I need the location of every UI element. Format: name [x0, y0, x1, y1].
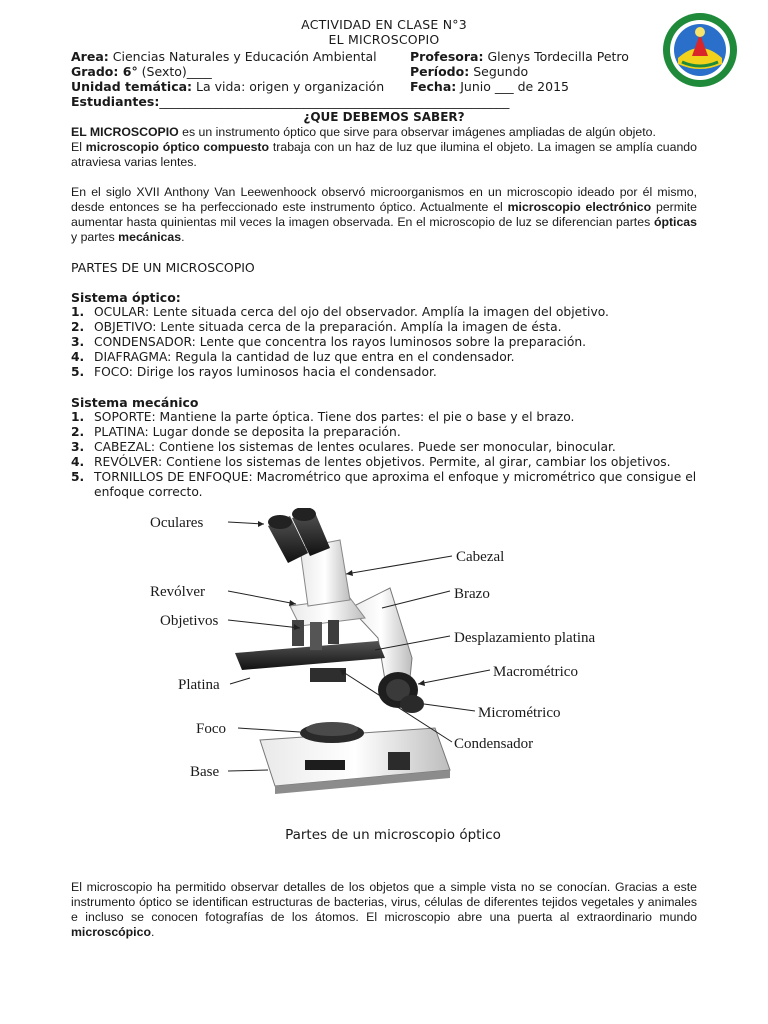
figure-caption: Partes de un microscopio óptico: [285, 827, 501, 843]
list-item-number: 3.: [71, 335, 85, 349]
list-item-number: 5.: [71, 365, 85, 379]
list-item-text: PLATINA: Lugar donde se deposita la preparación.: [94, 425, 401, 439]
topic-title: EL MICROSCOPIO: [328, 32, 440, 47]
mechanical-system-list: [71, 410, 711, 500]
intro-text: y partes: [71, 230, 119, 244]
intro-text: .: [181, 230, 185, 244]
list-item-text: OBJETIVO: Lente situada cerca de la preparación. Amplía la imagen de ésta.: [94, 320, 562, 334]
leader-revolver: [228, 591, 296, 604]
estudiantes-label: Estudiantes:: [71, 94, 160, 109]
list-item-number: 1.: [71, 410, 85, 424]
optical-system-title: Sistema óptico:: [71, 290, 181, 305]
microscope-diagram: [150, 508, 600, 800]
fecha-value: Junio ___ de 2015: [456, 79, 569, 94]
closing-bold-term: microscópico: [71, 925, 151, 939]
label-foco: Foco: [196, 721, 226, 737]
intro-bold-term: ópticas: [653, 215, 697, 229]
intro-bold-term: microscopio electrónico: [507, 200, 652, 214]
leader-platina: [230, 678, 250, 684]
label-platina: Platina: [178, 677, 220, 693]
periodo-label: Período:: [410, 64, 470, 79]
label-revolver: Revólver: [150, 584, 205, 600]
list-item: [71, 365, 711, 380]
estudiantes-value: ________________________________________________________: [159, 94, 510, 109]
intro-paragraph-3: [71, 185, 697, 245]
unidad-label: Unidad temática:: [71, 79, 193, 94]
list-item-text: CONDENSADOR: Lente que concentra los rayos luminosos sobre la preparación.: [94, 335, 587, 349]
label-objetivos: Objetivos: [160, 613, 219, 629]
list-item-number: 4.: [71, 455, 85, 469]
list-item-number: 3.: [71, 440, 85, 454]
list-item: [71, 410, 711, 425]
list-item-text: REVÓLVER: Contiene los sistemas de lentes objetivos. Permite, al girar, cambiar los objetivos.: [94, 455, 671, 469]
intro-text: permite aumentar hasta quinientas mil veces la imagen observada. En el microscopio de luz se diferencian partes: [71, 200, 698, 229]
list-item-number: 1.: [71, 305, 85, 319]
area-line: [71, 49, 377, 64]
label-micrometrico: Micrométrico: [478, 705, 561, 721]
arrow-cabezal: [346, 570, 353, 576]
list-item-text: TORNILLOS DE ENFOQUE: Macrométrico que aproxima el enfoque y micrométrico que consigue el enfoque correcto.: [94, 470, 697, 499]
list-item-text: CABEZAL: Contiene los sistemas de lentes oculares. Puede ser monocular, binocular.: [94, 440, 616, 454]
periodo-line: [410, 64, 528, 79]
optical-system-list: [71, 305, 711, 380]
profesora-value: Glenys Tordecilla Petro: [483, 49, 629, 64]
list-item-number: 4.: [71, 350, 85, 364]
list-item-number: 2.: [71, 425, 85, 439]
label-oculares: Oculares: [150, 515, 204, 531]
list-item-text: SOPORTE: Mantiene la parte óptica. Tiene dos partes: el pie o base y el brazo.: [94, 410, 575, 424]
school-logo: [662, 12, 738, 88]
microscope-illustration: [235, 508, 450, 794]
intro-text: El: [71, 140, 86, 154]
fecha-label: Fecha:: [410, 79, 457, 94]
intro-bold-term: microscopio óptico compuesto: [85, 140, 270, 154]
leader-macrometrico: [418, 670, 490, 684]
profesora-label: Profesora:: [410, 49, 484, 64]
list-item: [71, 455, 711, 470]
estudiantes-line: [71, 94, 509, 109]
intro-text: es un instrumento óptico que sirve para observar imágenes ampliadas de algún objeto.: [178, 125, 656, 139]
parts-heading: PARTES DE UN MICROSCOPIO: [71, 260, 255, 275]
grado-line: [71, 64, 212, 79]
leader-objetivos: [228, 620, 300, 628]
list-item-number: 2.: [71, 320, 85, 334]
list-item: [71, 350, 711, 365]
leader-base: [228, 770, 268, 771]
unidad-value: La vida: origen y organización: [192, 79, 385, 94]
list-item: [71, 425, 711, 440]
activity-title: ACTIVIDAD EN CLASE N°3: [301, 17, 467, 32]
leader-cabezal: [346, 556, 452, 574]
area-label: Area:: [71, 49, 109, 64]
list-item: [71, 440, 711, 455]
mechanical-system-title: Sistema mecánico: [71, 395, 199, 410]
list-item-text: FOCO: Dirige los rayos luminosos hacia el condensador.: [94, 365, 437, 379]
intro-text: trabaja con un haz de luz que ilumina el objeto. La imagen se amplía cuando atraviesa varias lentes.: [71, 140, 697, 169]
intro-text: En el siglo XVII Anthony Van Leewenhoock observó microorganismos en un microscopio ideado por él mismo, desde entonces se ha perfeccionado este instrumento óptico. Actualmente el: [71, 185, 697, 214]
list-item: [71, 305, 711, 320]
closing-paragraph: [71, 880, 697, 940]
fecha-line: [410, 79, 569, 94]
list-item: [71, 320, 711, 335]
unidad-line: [71, 79, 384, 94]
leader-micrometrico: [424, 704, 475, 711]
profesora-line: [410, 49, 629, 64]
intro-paragraph-2: [71, 140, 697, 170]
list-item: [71, 335, 711, 350]
label-base: Base: [190, 764, 220, 780]
list-item-text: DIAFRAGMA: Regula la cantidad de luz que entra en el condensador.: [94, 350, 515, 364]
area-value: Ciencias Naturales y Educación Ambiental: [108, 49, 377, 64]
label-desplazamiento-platina: Desplazamiento platina: [454, 630, 596, 646]
closing-text: .: [150, 925, 155, 939]
label-condensador: Condensador: [454, 736, 534, 752]
closing-text: El microscopio ha permitido observar detalles de los objetos que a simple vista no se conocían. Gracias a este instrumento óptico se identifican estructuras de bacterias, virus, células de diferentes tejidos vegetales y animales e incluso se conocen fotografías de los átomos. El microscopio abre una puerta al extraordinario mundo: [71, 880, 697, 924]
grado-value: (Sexto)____: [137, 64, 212, 79]
arrow-macrometrico: [418, 680, 425, 686]
intro-bold-term: mecánicas: [118, 230, 182, 244]
intro-paragraph-1: [71, 125, 697, 140]
label-cabezal: Cabezal: [456, 549, 505, 565]
intro-bold-term: EL MICROSCOPIO: [71, 125, 179, 139]
list-item-text: OCULAR: Lente situada cerca del ojo del observador. Amplía la imagen del objetivo.: [94, 305, 609, 319]
list-item-number: 5.: [71, 470, 85, 484]
leader-foco: [238, 728, 300, 732]
arrow-oculares: [258, 521, 264, 527]
section-heading: ¿QUE DEBEMOS SABER?: [303, 110, 465, 124]
grado-label: Grado: 6°: [71, 64, 138, 79]
list-item: [71, 470, 711, 500]
label-brazo: Brazo: [454, 586, 490, 602]
label-macrometrico: Macrométrico: [493, 664, 578, 680]
periodo-value: Segundo: [469, 64, 529, 79]
